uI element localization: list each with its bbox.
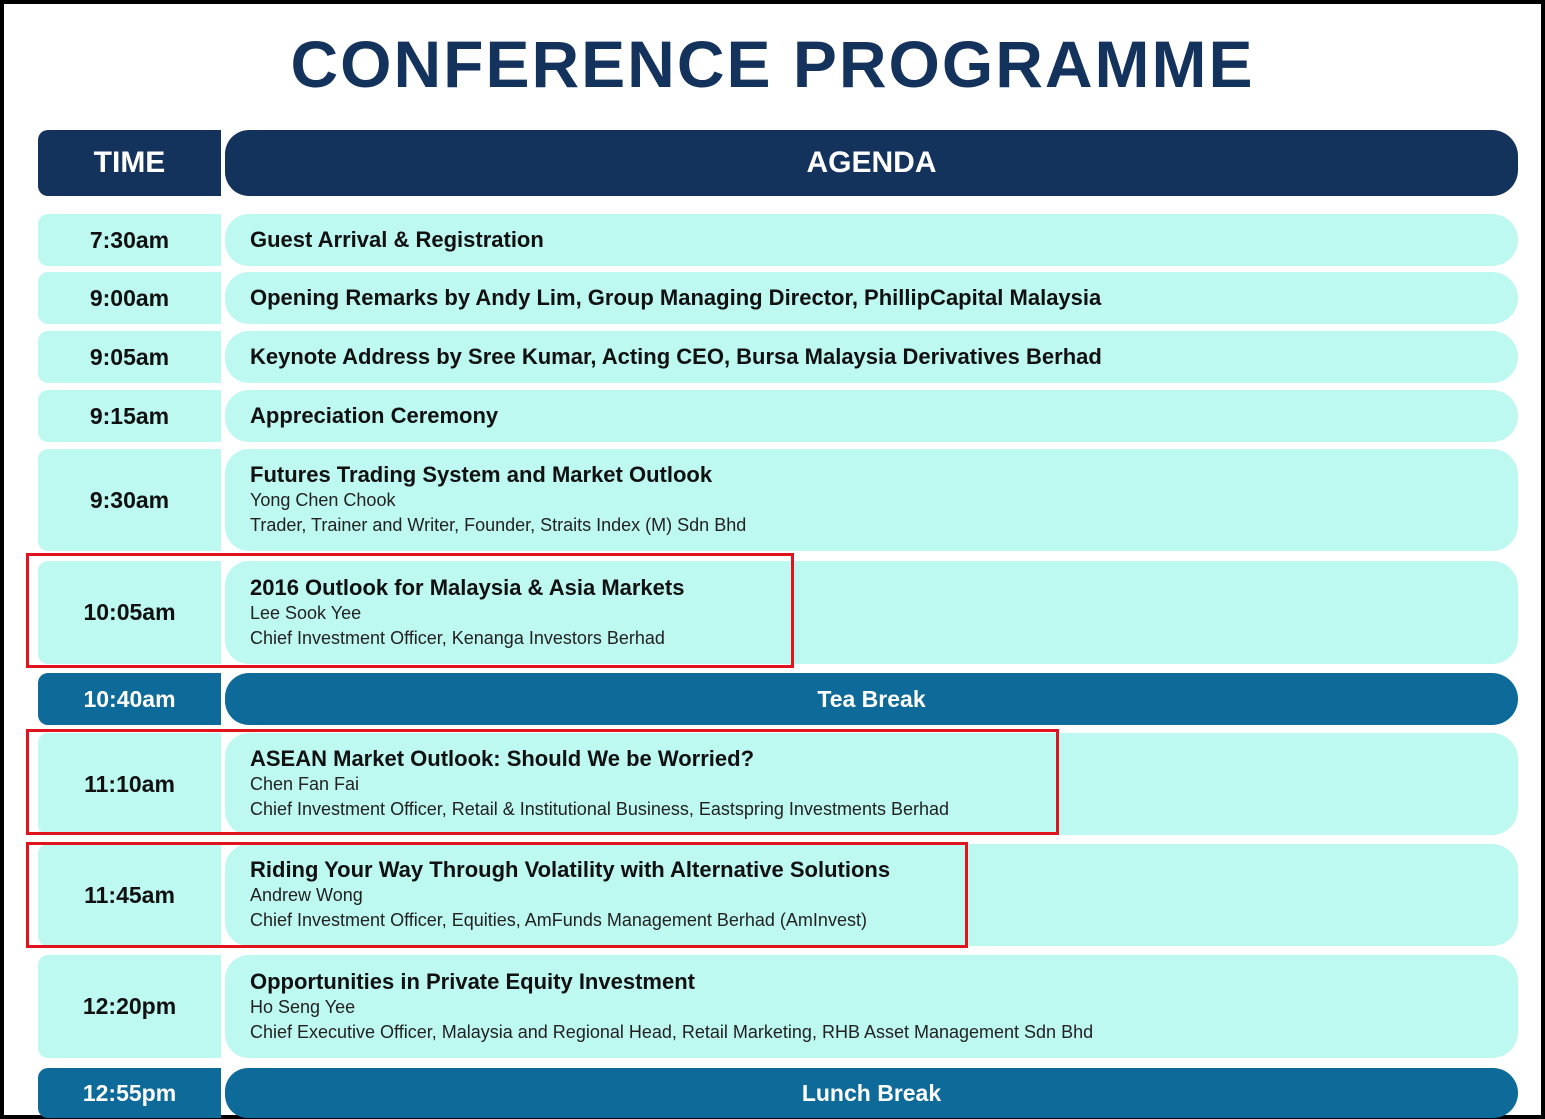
row-agenda <box>225 449 1518 551</box>
agenda-title: Keynote Address by Sree Kumar, Acting CEO, Bursa Malaysia Derivatives Berhad <box>250 344 1102 369</box>
highlight-box-1145 <box>26 842 968 948</box>
speaker-role: Chief Investment Officer, Equities, AmFunds Management Berhad (AmInvest) <box>250 910 867 930</box>
speaker-role: Trader, Trainer and Writer, Founder, Straits Index (M) Sdn Bhd <box>250 515 747 535</box>
row-time: 7:30am <box>38 214 221 266</box>
speaker-role: Chief Investment Officer, Retail & Institutional Business, Eastspring Investments Berhad <box>250 799 950 819</box>
row-time: 10:40am <box>38 673 221 725</box>
row-time: 11:10am <box>38 733 221 835</box>
speaker-name: Yong Chen Chook <box>250 490 396 510</box>
table-header <box>38 130 1518 196</box>
row-time: 11:45am <box>38 844 221 946</box>
speaker-role: Chief Executive Officer, Malaysia and Regional Head, Retail Marketing, RHB Asset Management Sdn Bhd <box>250 1021 1094 1042</box>
header-agenda: AGENDA <box>225 130 1518 196</box>
agenda-row-0905 <box>38 331 1518 383</box>
agenda-row-0930 <box>38 449 1518 551</box>
speaker-name: Andrew Wong <box>250 885 363 905</box>
agenda-title: Riding Your Way Through Volatility with Alternative Solutions <box>250 857 891 882</box>
speaker-role: Chief Investment Officer, Kenanga Investors Berhad <box>250 627 665 648</box>
row-time: 9:30am <box>38 449 221 551</box>
row-agenda <box>225 331 1518 383</box>
header-time: TIME <box>38 130 221 196</box>
agenda-row-0730 <box>38 214 1518 266</box>
agenda-row-1220 <box>38 955 1518 1058</box>
break-row-tea <box>38 673 1518 725</box>
row-agenda <box>225 390 1518 442</box>
highlight-box-1110 <box>26 729 1059 835</box>
agenda-title: ASEAN Market Outlook: Should We be Worried? <box>250 746 755 771</box>
speaker-name: Lee Sook Yee <box>250 602 362 623</box>
agenda-title: Guest Arrival & Registration <box>250 227 544 252</box>
row-time: 12:55pm <box>38 1068 221 1118</box>
agenda-row-0915 <box>38 390 1518 442</box>
row-time: 10:05am <box>38 561 221 664</box>
row-agenda <box>225 955 1518 1058</box>
agenda-title: Opportunities in Private Equity Investment <box>250 968 695 994</box>
break-row-lunch <box>38 1068 1518 1118</box>
row-time: 12:20pm <box>38 955 221 1058</box>
break-label: Tea Break <box>225 673 1518 725</box>
row-agenda <box>225 272 1518 324</box>
highlight-box-1005 <box>26 553 794 668</box>
agenda-title: 2016 Outlook for Malaysia & Asia Markets <box>250 574 685 600</box>
agenda-title: Appreciation Ceremony <box>250 403 499 428</box>
page-title: CONFERENCE PROGRAMME <box>290 27 1255 101</box>
speaker-name: Ho Seng Yee <box>250 996 356 1017</box>
break-label: Lunch Break <box>225 1068 1518 1118</box>
row-agenda <box>225 214 1518 266</box>
speaker-name: Chen Fan Fai <box>250 774 360 794</box>
row-time: 9:15am <box>38 390 221 442</box>
agenda-title: Opening Remarks by Andy Lim, Group Managing Director, PhillipCapital Malaysia <box>250 285 1102 310</box>
agenda-title: Futures Trading System and Market Outlook <box>250 462 713 487</box>
row-time: 9:00am <box>38 272 221 324</box>
row-time: 9:05am <box>38 331 221 383</box>
agenda-row-0900 <box>38 272 1518 324</box>
